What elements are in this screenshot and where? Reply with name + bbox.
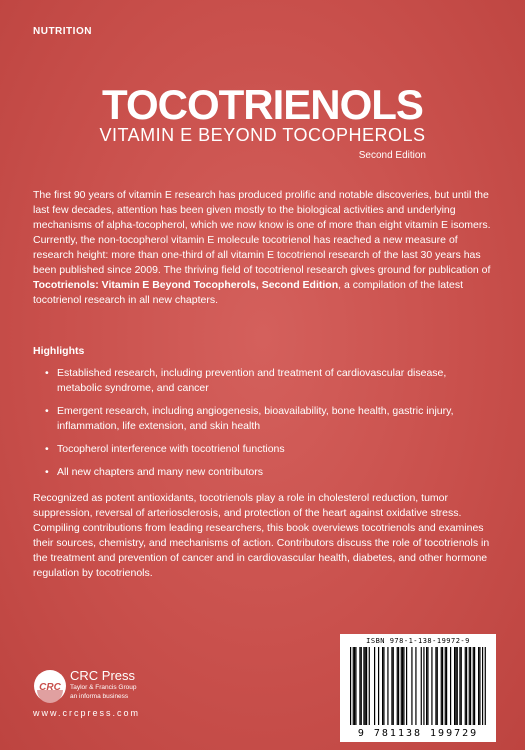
barcode-bar [406, 647, 407, 725]
crc-press-logo-icon [33, 669, 67, 703]
barcode-bar [431, 647, 432, 725]
description-outro: , a compilation of the latest tocotrienol research in all new chapters. [33, 279, 464, 306]
barcode-bar [442, 647, 443, 725]
isbn-label: ISBN 978-1-138-19972-9 [366, 637, 470, 645]
barcode-bar [473, 647, 474, 725]
barcode-bar [450, 647, 451, 725]
barcode-bar [354, 647, 355, 725]
barcode-bar [454, 647, 455, 725]
highlights-list [33, 366, 483, 488]
barcode-bars [350, 647, 486, 725]
barcode-bar [427, 647, 428, 725]
barcode-bar [426, 647, 427, 725]
book-subtitle: VITAMIN E BEYOND TOCOPHEROLS [99, 125, 426, 145]
barcode-bar [398, 647, 399, 725]
barcode-bar [457, 647, 458, 725]
barcode-bar [478, 647, 479, 725]
edition-label: Second Edition [358, 150, 426, 161]
publisher-name: CRC Press [70, 668, 136, 683]
barcode-bar [383, 647, 384, 725]
barcode-bar [485, 647, 486, 725]
highlight-item: • Established research, including prevention and treatment of cardiovascular disease, metabolic syndrome, and cancer [33, 366, 483, 396]
highlights-heading: Highlights [33, 345, 85, 357]
barcode-bar [363, 647, 364, 725]
barcode-bar [378, 647, 379, 725]
barcode-bar [411, 647, 412, 725]
highlight-item: • All new chapters and many new contributors [33, 465, 483, 480]
barcode-bar [366, 647, 367, 725]
isbn-barcode [340, 634, 496, 742]
barcode-bar [421, 647, 422, 725]
barcode-bar [470, 647, 471, 725]
barcode-bar [401, 647, 402, 725]
description-book-title: Tocotrienols: Vitamin E Beyond Tocopherols, Second Edition [33, 279, 339, 291]
barcode-bar [459, 647, 460, 725]
barcode-bar [355, 647, 356, 725]
barcode-bar [465, 647, 466, 725]
barcode-bar [474, 647, 475, 725]
barcode-bar [461, 647, 462, 725]
barcode-bar [466, 647, 467, 725]
barcode-bar [423, 647, 424, 725]
barcode-bar [361, 647, 362, 725]
barcode-bar [374, 647, 375, 725]
barcode-bar [402, 647, 403, 725]
barcode-bar [435, 647, 436, 725]
barcode-bar [403, 647, 404, 725]
barcode-bar [353, 647, 354, 725]
publisher-group: Taylor & Francis Group [70, 684, 137, 691]
barcode-bar [391, 647, 392, 725]
barcode-bar [482, 647, 483, 725]
description-paragraph [33, 188, 495, 308]
barcode-bar [415, 647, 416, 725]
barcode-bar [359, 647, 360, 725]
barcode-bar [469, 647, 470, 725]
category-label: NUTRITION [33, 26, 92, 37]
barcode-bar [437, 647, 438, 725]
barcode-bar [350, 647, 351, 725]
barcode-bar [387, 647, 388, 725]
barcode-bar [441, 647, 442, 725]
barcode-bar [455, 647, 456, 725]
book-title: TOCOTRIENOLS [102, 81, 423, 128]
highlight-item: • Emergent research, including angiogenesis, bioavailability, bone health, gastric injury, inflammation, life extension, and skin health [33, 404, 483, 434]
barcode-bar [397, 647, 398, 725]
barcode-bar [393, 647, 394, 725]
publisher-url: www.crcpress.com [33, 708, 141, 718]
barcode-number: 9 781138 199729 [357, 728, 479, 739]
barcode-bar [382, 647, 383, 725]
barcode-bar [445, 647, 446, 725]
closing-paragraph: Recognized as potent antioxidants, tocotrienols play a role in cholesterol reduction, tumor suppression, reversal of arteriosclerosis, and protection of the heart against oxidative stress. Compiling contributions from leading researchers, this book overviews tocotrienols and examines their sources, chemistry, and mechanisms of action. Contributors discuss the role of tocotrienols in the treatment and prevention of cancer and in cardiovascular health, diabetes, and other hormone regulation by tocotrienols. [33, 492, 490, 579]
barcode-bar [446, 647, 447, 725]
barcode-bar [365, 647, 366, 725]
barcode-bar [369, 647, 370, 725]
publisher-business: an informa business [70, 693, 129, 700]
description-intro: The first 90 years of vitamin E research has produced prolific and notable discoveries, but until the last few decades, attention has been given mostly to the biological activities and underlying mechanisms of alpha-tocopherol, which we now know is one of more than eight vitamin E isomers. Currently, the non-tocopherol vitamin E molecule tocotrienol has reached a new measure of research height: more than one-third of all vitamin E tocotrienol research of the last 30 years has been published since 2009. The thriving field of tocotrienol research gives ground for publication of [33, 189, 491, 276]
crc-logo-text: CRC [39, 682, 61, 693]
highlight-item: • Tocopherol interference with tocotrienol functions [33, 442, 483, 457]
barcode-bar [479, 647, 480, 725]
